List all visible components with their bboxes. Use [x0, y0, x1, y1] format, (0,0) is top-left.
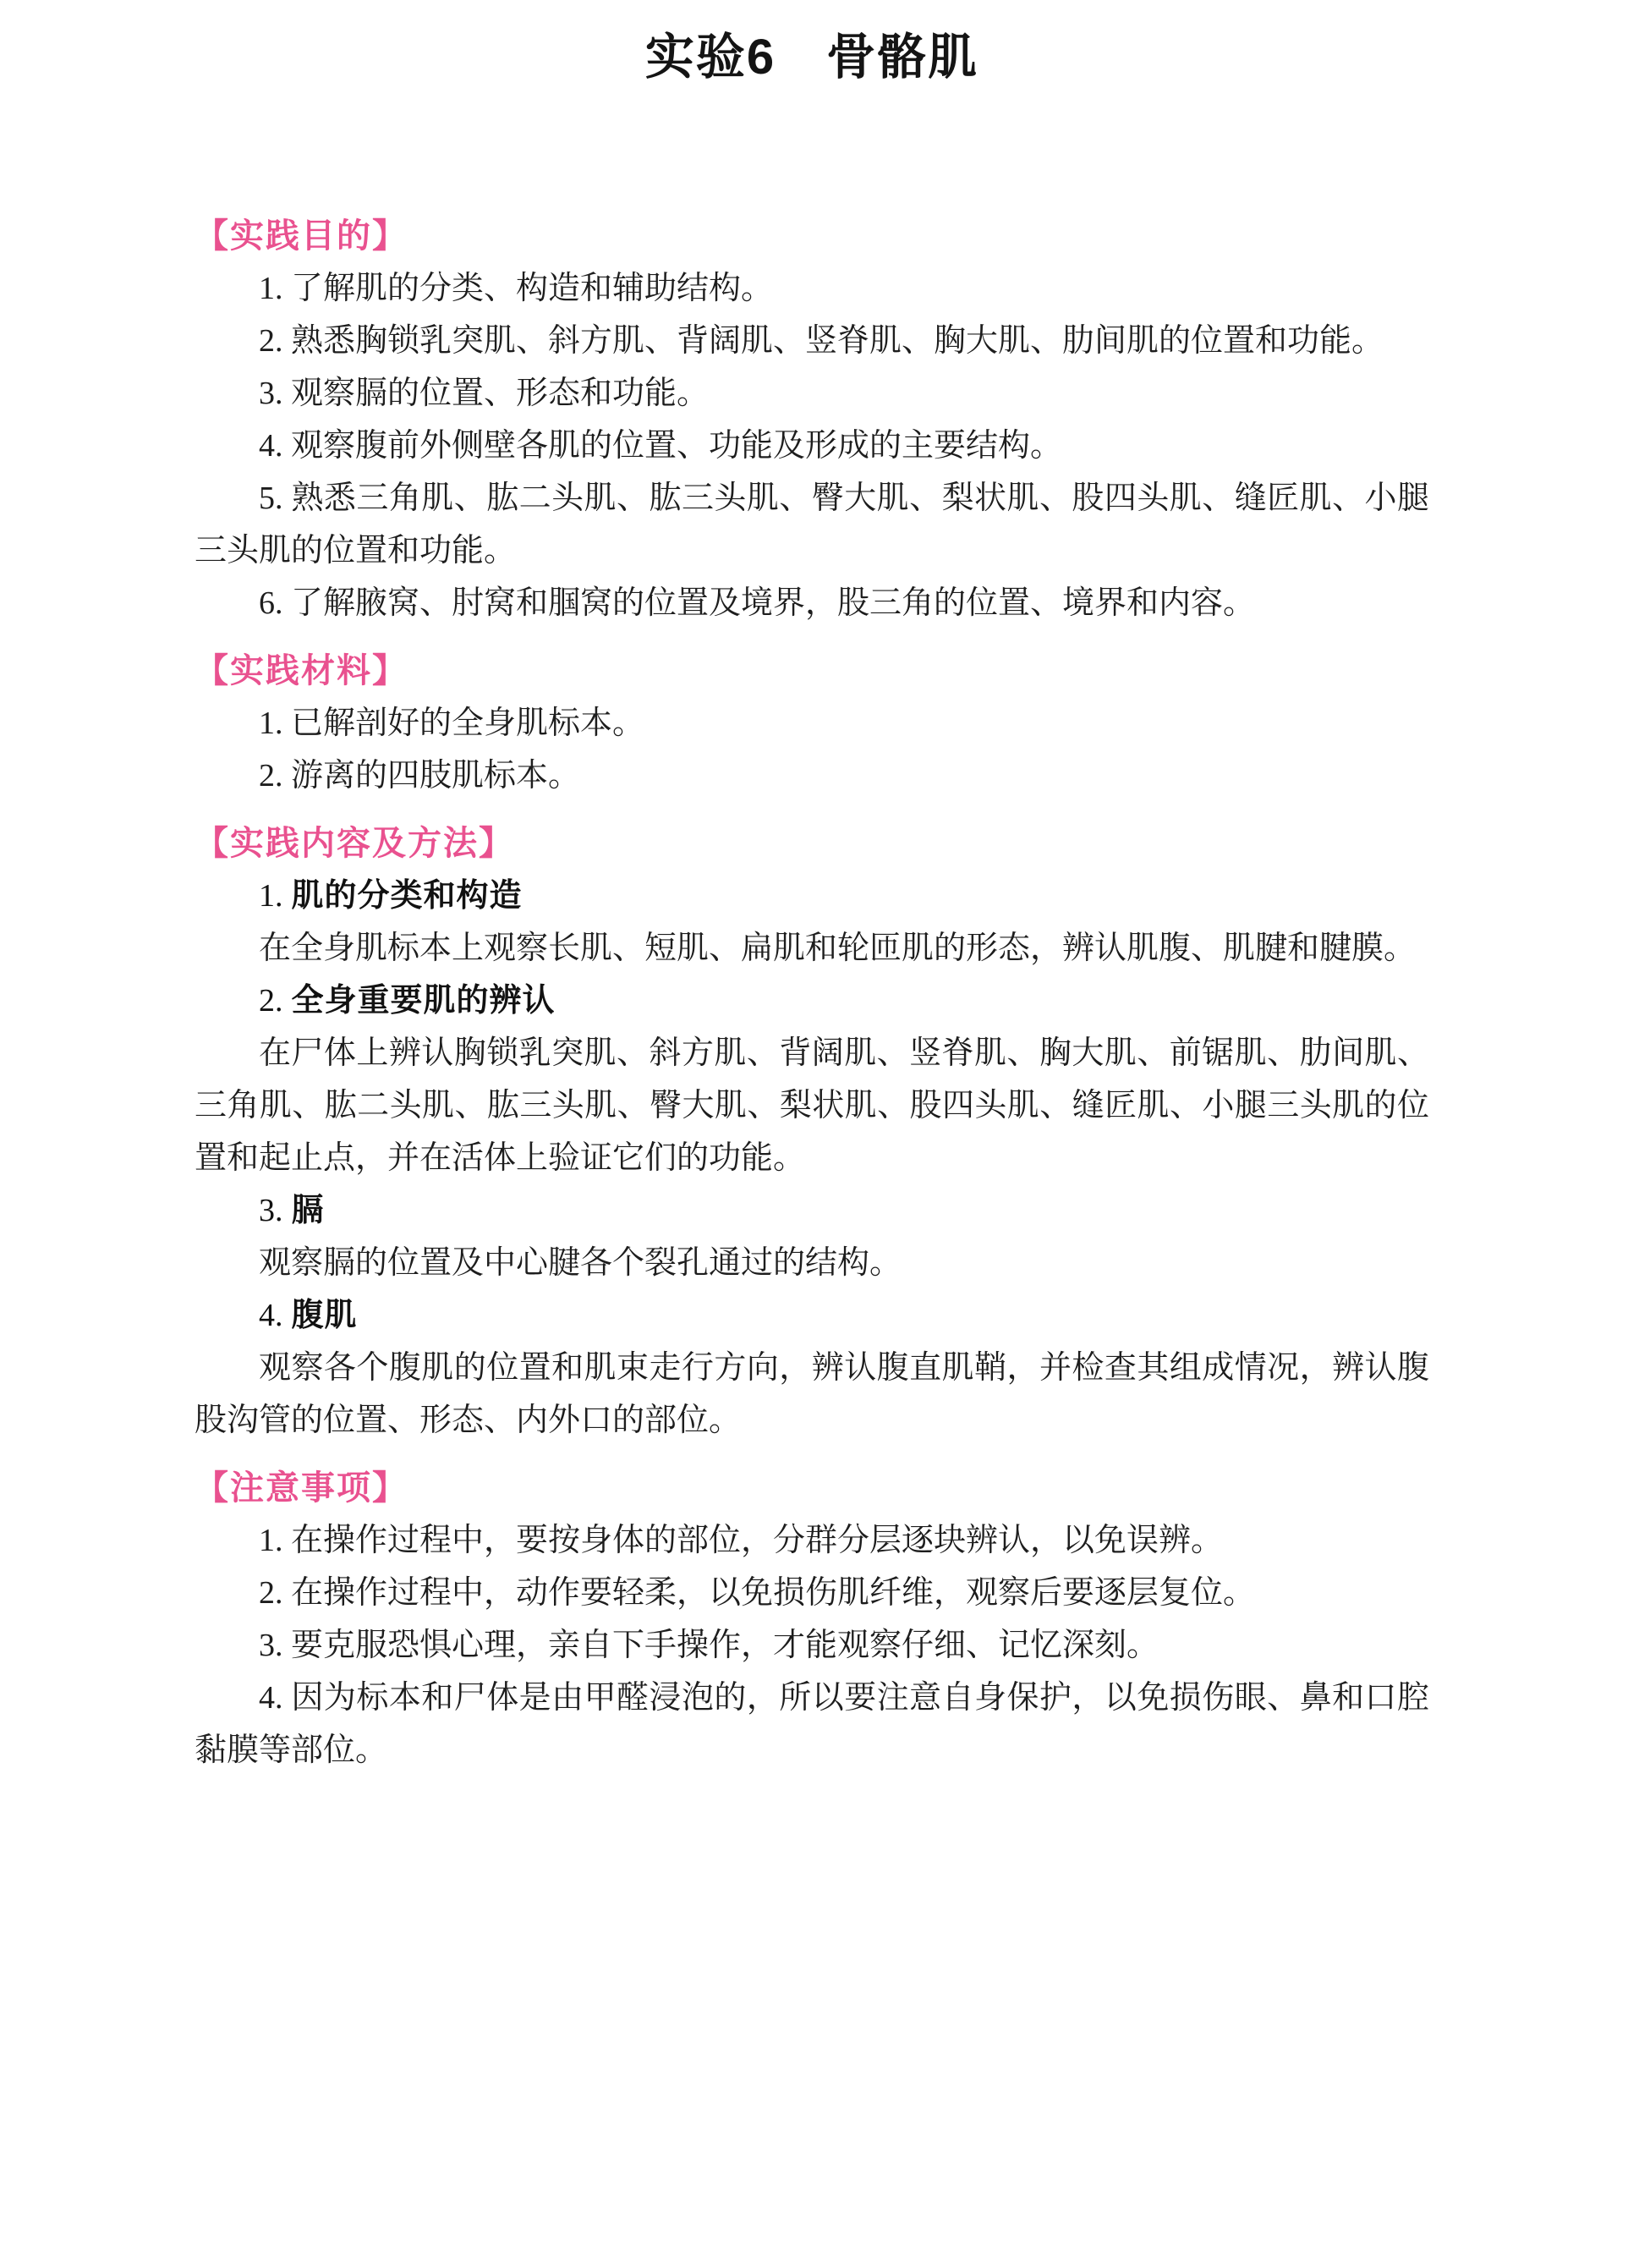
subheading-label: 膈: [291, 1193, 325, 1228]
goal-item: 4. 观察腹前外侧壁各肌的位置、功能及形成的主要结构。: [259, 428, 1063, 464]
goal-item: 6. 了解腋窝、肘窝和腘窝的位置及境界，股三角的位置、境界和内容。: [259, 585, 1256, 621]
note-item: 1. 在操作过程中，要按身体的部位，分群分层逐块辨认，以免误辨。: [259, 1523, 1224, 1558]
section-practice-materials: [195, 645, 1429, 802]
section-precautions: [195, 1462, 1429, 1777]
section-heading-practice-content-methods: 【实践内容及方法】: [195, 825, 514, 862]
goal-item: 3. 观察膈的位置、形态和功能。: [259, 376, 710, 411]
section-heading-practice-goals: 【实践目的】: [195, 217, 408, 255]
subheading-number: 3.: [259, 1193, 283, 1228]
content-subheading: [195, 975, 1429, 1027]
content-subheading: [195, 1184, 1429, 1237]
section-practice-content-methods: [195, 817, 1429, 1447]
subheading-label: 肌的分类和构造: [291, 878, 523, 914]
content-paragraph: 在全身肌标本上观察长肌、短肌、扁肌和轮匝肌的形态，辨认肌腹、肌腱和腱膜。: [259, 931, 1417, 966]
content-paragraph: 观察膈的位置及中心腱各个裂孔通过的结构。: [259, 1245, 902, 1281]
material-item: 2. 游离的四肢肌标本。: [259, 758, 581, 794]
subheading-number: 1.: [259, 878, 283, 914]
goal-item: 1. 了解肌的分类、构造和辅助结构。: [259, 271, 774, 306]
material-item: 1. 已解剖好的全身肌标本。: [259, 706, 645, 741]
subheading-label: 全身重要肌的辨认: [291, 983, 556, 1019]
goal-item: 5. 熟悉三角肌、肱二头肌、肱三头肌、臀大肌、梨状肌、股四头肌、缝匠肌、小腿三头肌的位置和功能。: [195, 481, 1429, 568]
content-subheading: [195, 1289, 1429, 1342]
note-item: 2. 在操作过程中，动作要轻柔，以免损伤肌纤维，观察后要逐层复位。: [259, 1575, 1256, 1611]
page-title: 实验6 骨骼肌: [644, 30, 979, 85]
content-paragraph: 在尸体上辨认胸锁乳突肌、斜方肌、背阔肌、竖脊肌、胸大肌、前锯肌、肋间肌、三角肌、肱二头肌、肱三头肌、臀大肌、梨状肌、股四头肌、缝匠肌、小腿三头肌的位置和起止点，并在活体上验证它们的功能。: [195, 1035, 1429, 1176]
subheading-number: 4.: [259, 1298, 283, 1333]
section-heading-practice-materials: 【实践材料】: [195, 652, 408, 689]
note-item: 3. 要克服恐惧心理，亲自下手操作，才能观察仔细、记忆深刻。: [259, 1628, 1159, 1663]
note-item: 4. 因为标本和尸体是由甲醛浸泡的，所以要注意自身保护，以免损伤眼、鼻和口腔黏膜等部位。: [195, 1680, 1429, 1768]
subheading-label: 腹肌: [291, 1298, 358, 1333]
section-heading-precautions: 【注意事项】: [195, 1469, 408, 1507]
content-subheading: [195, 870, 1429, 922]
content-paragraph: 观察各个腹肌的位置和肌束走行方向，辨认腹直肌鞘，并检查其组成情况，辨认腹股沟管的位置、形态、内外口的部位。: [195, 1350, 1429, 1438]
section-practice-goals: [195, 210, 1429, 629]
goal-item: 2. 熟悉胸锁乳突肌、斜方肌、背阔肌、竖脊肌、胸大肌、肋间肌的位置和功能。: [259, 323, 1384, 359]
subheading-number: 2.: [259, 983, 283, 1019]
